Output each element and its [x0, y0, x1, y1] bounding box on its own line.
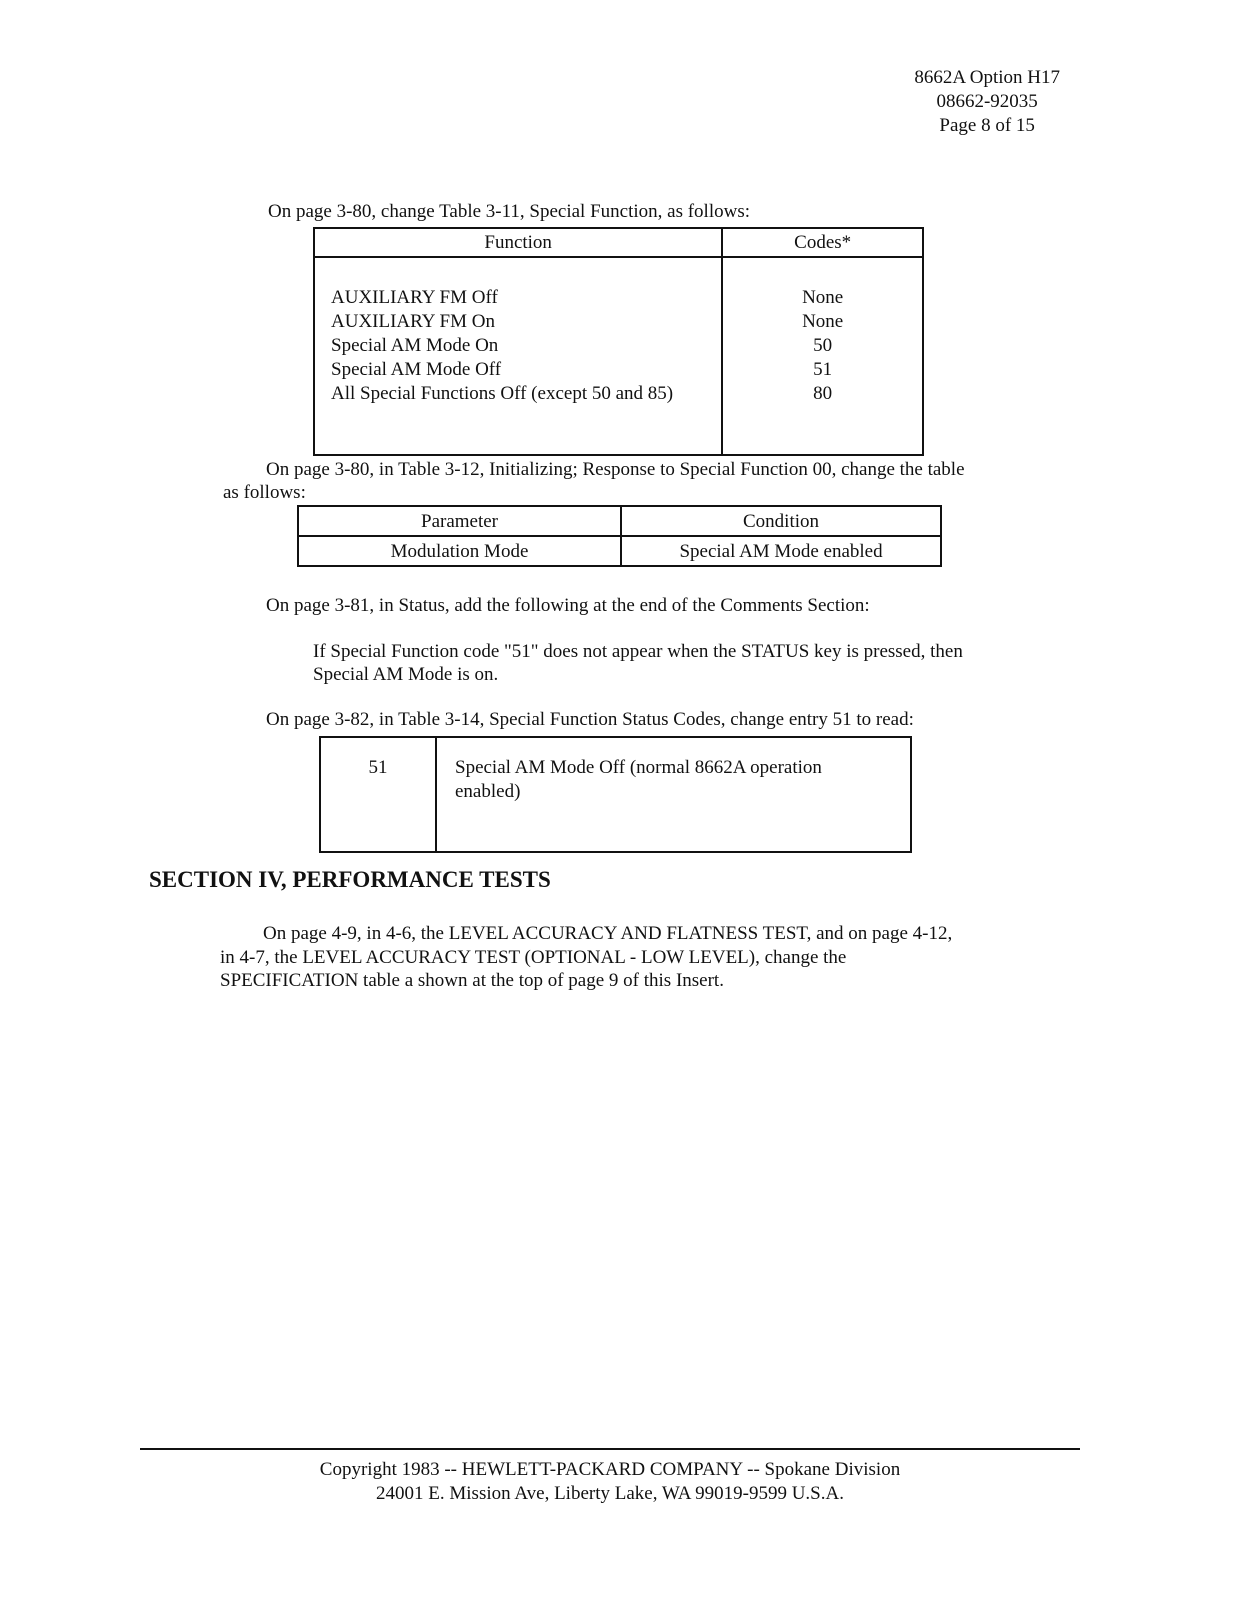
page-number: Page 8 of 15 [939, 115, 1035, 136]
address-line: 24001 E. Mission Ave, Liberty Lake, WA 99019-9599 U.S.A. [376, 1483, 844, 1504]
codes-column [722, 257, 923, 455]
code-cell: 51 [813, 359, 833, 380]
section-paragraph-line3: SPECIFICATION table a shown at the top of page 9 of this Insert. [220, 970, 724, 991]
intro-table-3-12-line1: On page 3-80, in Table 3-12, Initializing; Response to Special Function 00, change the table [266, 459, 965, 480]
function-cell: AUXILIARY FM Off [331, 287, 498, 308]
section-paragraph-line2: in 4-7, the LEVEL ACCURACY TEST (OPTIONAL - LOW LEVEL), change the [220, 947, 847, 968]
section-paragraph-line1: On page 4-9, in 4-6, the LEVEL ACCURACY AND FLATNESS TEST, and on page 4-12, [263, 923, 953, 944]
code-cell: 80 [813, 383, 833, 404]
section-heading: SECTION IV, PERFORMANCE TESTS [149, 867, 551, 892]
function-column [314, 257, 722, 455]
function-cell: Special AM Mode On [331, 335, 499, 356]
part-number: 08662-92035 [936, 91, 1038, 112]
status-code-entry-table [319, 736, 912, 853]
code-cell: None [802, 287, 844, 308]
condition-cell: Special AM Mode enabled [621, 536, 941, 566]
function-cell: AUXILIARY FM On [331, 311, 495, 332]
footer [140, 1458, 1080, 1506]
special-function-table [313, 227, 924, 456]
code-cell: 50 [813, 335, 833, 356]
status-code-cell: 51 [320, 737, 436, 852]
code-cell: None [802, 311, 844, 332]
status-note-line2: Special AM Mode is on. [313, 664, 499, 685]
function-cell: All Special Functions Off (except 50 and 85) [331, 383, 674, 404]
status-description-line1: Special AM Mode Off (normal 8662A operation [455, 757, 822, 778]
status-description-cell [436, 737, 911, 852]
parameter-cell: Modulation Mode [298, 536, 621, 566]
intro-status-comments: On page 3-81, in Status, add the following at the end of the Comments Section: [266, 595, 870, 616]
function-cell: Special AM Mode Off [331, 359, 502, 380]
document-header [914, 66, 1060, 138]
initializing-table [297, 505, 942, 567]
table-header-condition: Condition [621, 506, 941, 536]
table-header-parameter: Parameter [298, 506, 621, 536]
status-description-line2: enabled) [455, 781, 521, 802]
copyright-line: Copyright 1983 -- HEWLETT-PACKARD COMPANY -- Spokane Division [319, 1459, 901, 1480]
footer-divider [140, 1448, 1080, 1450]
model-label: 8662A Option H17 [914, 67, 1060, 88]
intro-table-3-11: On page 3-80, change Table 3-11, Special Function, as follows: [268, 201, 751, 222]
table-header-codes: Codes* [722, 228, 923, 257]
table-header-function: Function [314, 228, 722, 257]
intro-table-3-12-line2: as follows: [223, 482, 306, 503]
status-note-line1: If Special Function code "51" does not appear when the STATUS key is pressed, then [313, 641, 963, 662]
intro-table-3-14: On page 3-82, in Table 3-14, Special Function Status Codes, change entry 51 to read: [266, 709, 914, 730]
